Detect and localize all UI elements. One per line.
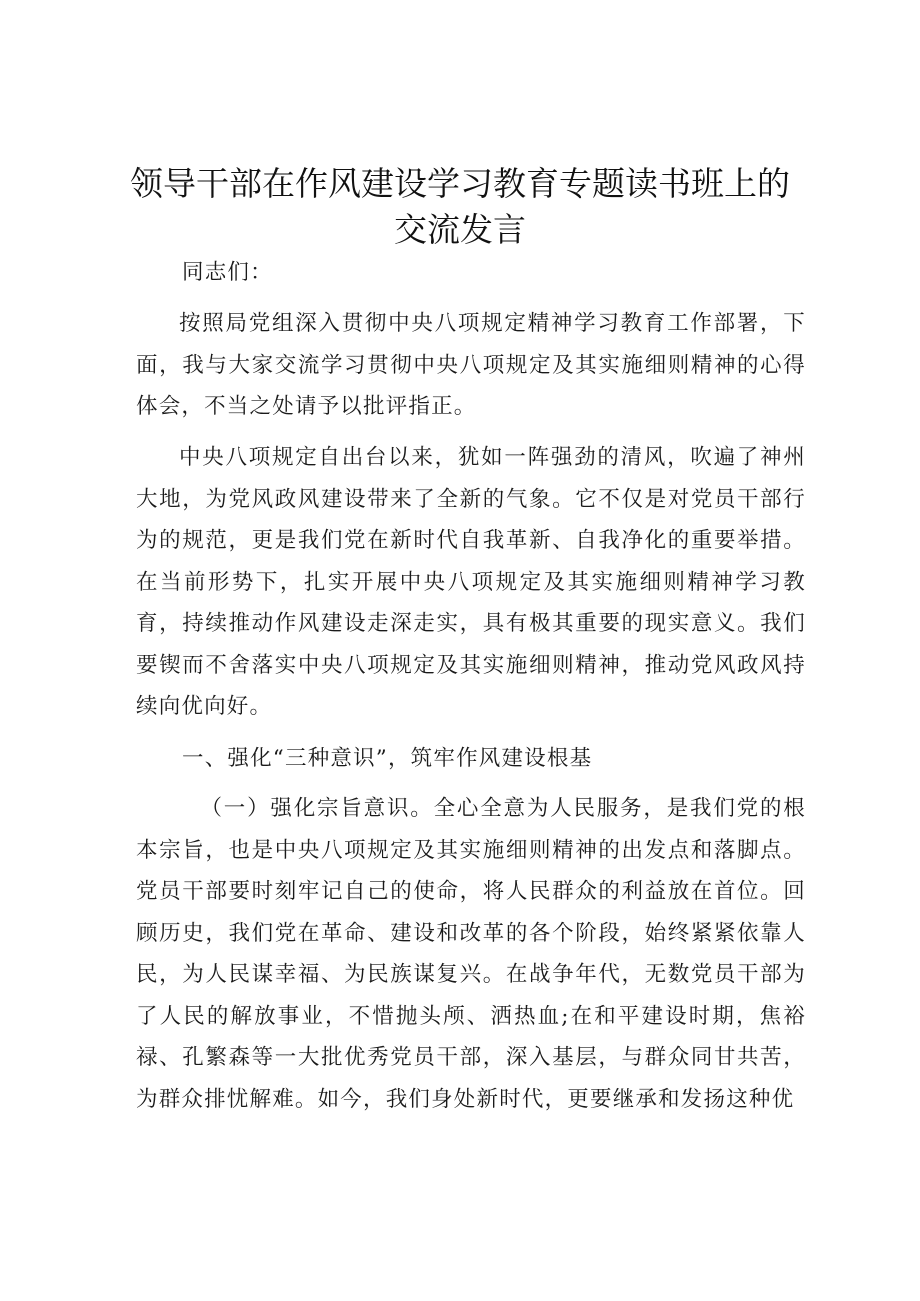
paragraph-intro: 按照局党组深入贯彻中央八项规定精神学习教育工作部署，下面，我与大家交流学习贯彻中央八项规定及其实施细则精神的心得体会，不当之处请予以批评指正。 bbox=[136, 311, 806, 419]
document-title-line-2: 交流发言 bbox=[394, 210, 526, 249]
subsection-paragraph-1: （一）强化宗旨意识。全心全意为人民服务，是我们党的根本宗旨，也是中央八项规定及其实施细则精神的出发点和落脚点。党员干部要时刻牢记自己的使命，将人民群众的利益放在首位。回顾历史，我们党在革命、建设和改革的各个阶段，始终紧紧依靠人民，为人民谋幸福、为民族谋复兴。在战争年代，无数党员干部为了人民的解放事业，不惜抛头颅、洒热血;在和平建设时期，焦裕禄、孔繁森等一大批优秀党员干部，深入基层，与群众同甘共苦，为群众排忧解难。如今，我们身处新时代，更要继承和发扬这种优 bbox=[136, 796, 806, 1112]
paragraph-context: 中央八项规定自出台以来，犹如一阵强劲的清风，吹遍了神州大地，为党风政风建设带来了全新的气象。它不仅是对党员干部行为的规范，更是我们党在新时代自我革新、自我净化的重要举措。在当前形势下，扎实开展中央八项规定及其实施细则精神学习教育，持续推动作风建设走深走实，具有极其重要的现实意义。我们要锲而不舍落实中央八项规定及其实施细则精神，推动党风政风持续向优向好。 bbox=[136, 445, 806, 719]
document-title-line-1: 领导干部在作风建设学习教育专题读书班上的 bbox=[130, 164, 790, 203]
salutation: 同志们： bbox=[182, 260, 273, 285]
section-heading-1: 一、强化“三种意识”，筑牢作风建设根基 bbox=[182, 746, 593, 771]
